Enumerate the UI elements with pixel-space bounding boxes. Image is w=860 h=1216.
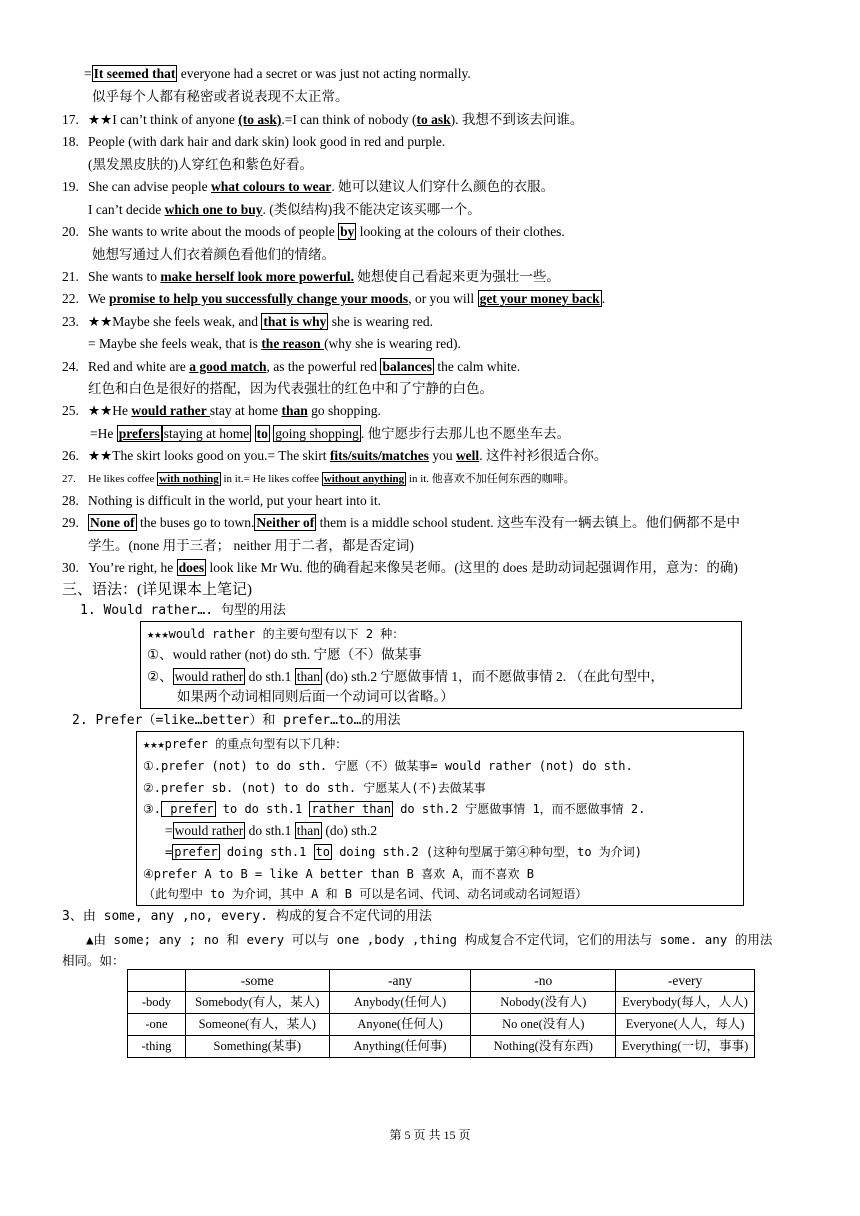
table-cell: Anything(任何事) [329, 1036, 471, 1058]
prefer-pattern-3-equivalent-1: = would rather do sth.1 than (do) sth.2 [165, 823, 378, 838]
table-cell: Anyone(任何人) [329, 1014, 471, 1036]
item-24-translation: 红色和白色是很好的搭配，因为代表强壮的红色中和了宁静的白色。 [88, 381, 493, 396]
table-header-cell: -no [471, 970, 616, 992]
table-cell: No one(没有人) [471, 1014, 616, 1036]
section-3-paragraph-cont: 相同。如： [62, 953, 125, 968]
item-17: 17. ★★I can’t think of anyone (to ask).=I can think of nobody (to ask). 我想不到该去问谁。 [62, 112, 584, 127]
table-header-cell: -some [185, 970, 329, 992]
table-cell: Anybody(任何人) [329, 992, 471, 1014]
item-18: 18. People (with dark hair and dark skin) look good in red and purple. [62, 134, 446, 149]
prefer-pattern-1: ①.prefer (not) to do sth. 宁愿（不）做某事= would rather (not) do sth. [143, 759, 633, 773]
item-28: 28. Nothing is difficult in the world, put your heart into it. [62, 493, 381, 508]
item-29-translation: 学生。(none 用于三者； neither 用于二者，都是否定词) [88, 538, 414, 553]
section-2-title: 2. Prefer（=like…better）和 prefer…to…的用法 [72, 713, 401, 728]
table-cell: -thing [128, 1036, 186, 1058]
table-header-cell: -every [616, 970, 755, 992]
table-row [128, 992, 755, 1014]
table-cell: Something(某事) [185, 1036, 329, 1058]
item-19: 19. She can advise people what colours to wear. 她可以建议人们穿什么颜色的衣服。 [62, 179, 555, 194]
table-cell: Somebody(有人，某人) [185, 992, 329, 1014]
table-header-cell: -any [329, 970, 471, 992]
prefer-pattern-4-note: （此句型中 to 为介词，其中 A 和 B 可以是名词、代词、动名词或动名词短语） [143, 887, 588, 901]
would-rather-pattern-2: ②、 would rather do sth.1 than (do) sth.2 宁愿做事情 1，而不愿做事情 2. （在此句型中， [147, 669, 664, 684]
would-rather-pattern-1: ①、would rather (not) do sth. 宁愿（不）做某事 [147, 647, 422, 662]
table-cell: Everybody(每人，人人) [616, 992, 755, 1014]
section-1-title: 1. Would rather…. 句型的用法 [80, 603, 286, 618]
section-3-title: 3、由 some, any ,no, every. 构成的复合不定代词的用法 [62, 909, 432, 924]
item-24: 24. Red and white are a good match, as the powerful red balances the calm white. [62, 359, 521, 374]
table-cell: Someone(有人，某人) [185, 1014, 329, 1036]
prefer-pattern-3: ③. prefer to do sth.1 rather than do sth.2 宁愿做事情 1，而不愿做事情 2. [143, 802, 646, 816]
table-cell: Everything(一切，事事) [616, 1036, 755, 1058]
table-row [128, 1014, 755, 1036]
item-25: 25. ★★He would rather stay at home than go shopping. [62, 403, 381, 418]
would-rather-box-heading: ★★★would rather 的主要句型有以下 2 种： [147, 627, 405, 641]
table-cell: -one [128, 1014, 186, 1036]
prefer-pattern-2: ②.prefer sb. (not) to do sth. 宁愿某人(不)去做某事 [143, 781, 486, 795]
item-20: 20. She wants to write about the moods of people by looking at the colours of their clothes. [62, 224, 565, 239]
table-cell: Nothing(没有东西) [471, 1036, 616, 1058]
item-25-equivalent: =He prefers staying at home to going shopping . 他宁愿步行去那儿也不愿坐车去。 [90, 426, 571, 441]
item-18-translation: (黑发黑皮肤的)人穿红色和紫色好看。 [88, 157, 313, 172]
item-19-similar: I can’t decide which one to buy. (类似结构)我不能决定该买哪一个。 [88, 202, 481, 217]
page-footer: 第 5 页 共 15 页 [389, 1128, 471, 1142]
prefer-pattern-3-equivalent-2: = prefer doing sth.1 to doing sth.2 (这种句型属于第④种句型，to 为介词) [165, 845, 643, 859]
would-rather-note: 如果两个动词相同则后面一个动词可以省略。） [177, 689, 454, 704]
section-3-paragraph: ▲由 some; any ; no 和 every 可以与 one ,body ,thing 构成复合不定代词，它们的用法与 some. any 的用法 [86, 932, 773, 947]
table-row [128, 1036, 755, 1058]
item-20-translation: 她想写通过人们衣着颜色看他们的情绪。 [92, 247, 335, 262]
item-22: 22. We promise to help you successfully change your moods, or you will get your money back . [62, 291, 606, 306]
item-16-translation: 似乎每个人都有秘密或者说表现不太正常。 [92, 89, 349, 104]
table-cell: Nobody(没有人) [471, 992, 616, 1014]
table-header-cell [128, 970, 186, 992]
grammar-heading: 三、语法：(详见课本上笔记) [62, 582, 252, 598]
item-27: 27. He likes coffee with nothing in it.= He likes coffee without anything in it. 他喜欢不加任何东西的咖啡。 [62, 473, 575, 485]
prefer-box-heading: ★★★prefer 的重点句型有以下几种： [143, 737, 348, 751]
table-cell: -body [128, 992, 186, 1014]
table-header-row [128, 970, 755, 992]
item-16-sentence: = It seemed that everyone had a secret or was just not acting normally. [84, 66, 471, 81]
item-26: 26. ★★The skirt looks good on you.= The skirt fits/suits/matches you well. 这件衬衫很适合你。 [62, 448, 608, 463]
item-30: 30. You’re right, he does look like Mr Wu. 他的确看起来像吴老师。(这里的 does 是助动词起强调作用，意为：的确) [62, 560, 738, 575]
item-23-equivalent: = Maybe she feels weak, that is the reason (why she is wearing red). [88, 336, 461, 351]
item-29: 29. None of the buses go to town. Neither of them is a middle school student. 这些车没有一辆去镇上。他们俩都不是中 [62, 515, 740, 530]
item-21: 21. She wants to make herself look more powerful. 她想使自己看起来更为强壮一些。 [62, 269, 560, 284]
table-cell: Everyone(人人，每人) [616, 1014, 755, 1036]
indefinite-pronoun-table [127, 969, 755, 1058]
item-23: 23. ★★Maybe she feels weak, and that is why she is wearing red. [62, 314, 434, 329]
prefer-pattern-4: ④prefer A to B = like A better than B 喜欢 A，而不喜欢 B [143, 867, 534, 881]
